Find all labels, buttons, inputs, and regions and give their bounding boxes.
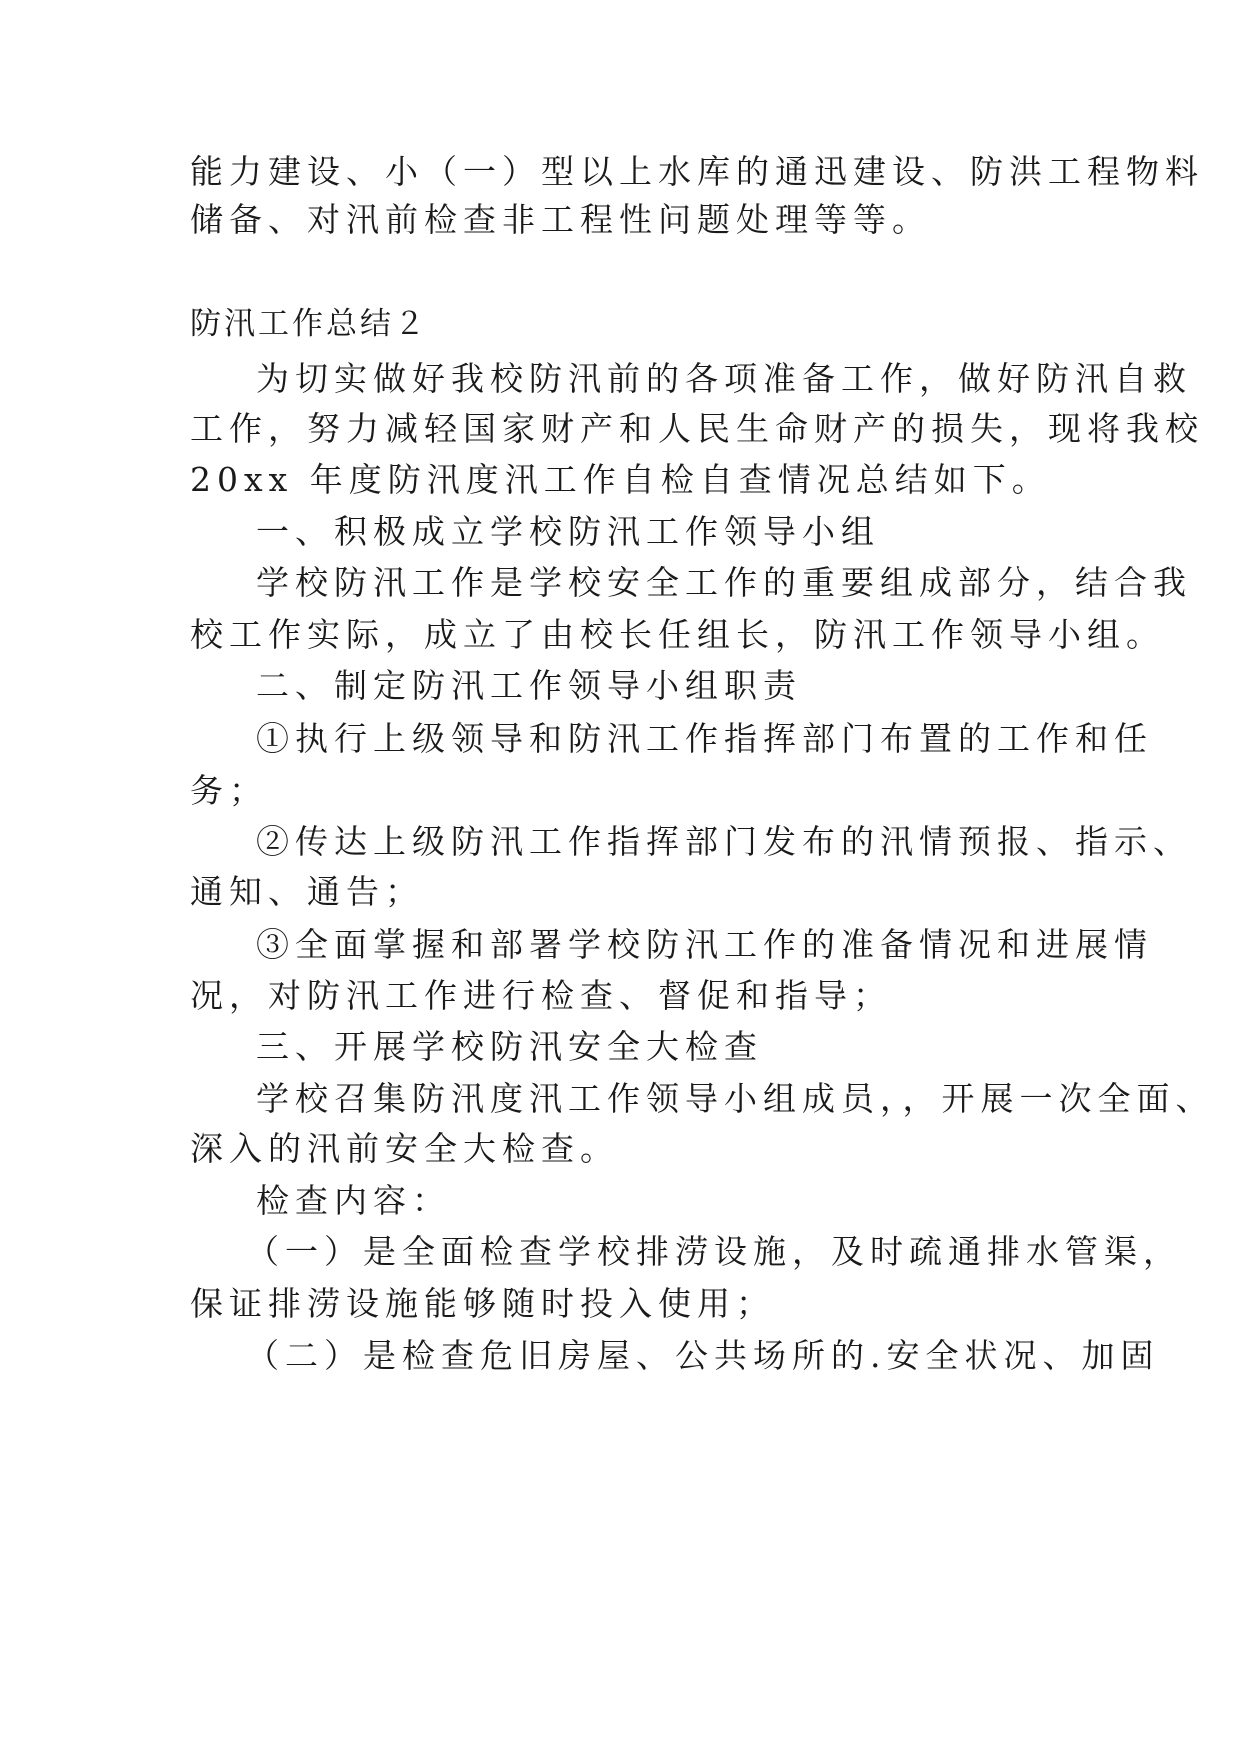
paragraph-line: 深入的汛前安全大检查。 xyxy=(190,1129,619,1168)
inspection-item-1-cont: 保证排涝设施能够随时投入使用； xyxy=(190,1284,775,1323)
section-title: 防汛工作总结２ xyxy=(190,306,428,342)
text-line: 能力建设、小（一）型以上水库的通迅建设、防洪工程物料 xyxy=(190,152,1204,191)
subheading-1: 一、积极成立学校防汛工作领导小组 xyxy=(256,512,880,551)
inspection-item-2: （二）是检查危旧房屋、公共场所的.安全状况、加固 xyxy=(246,1336,1160,1375)
subheading-3: 三、开展学校防汛安全大检查 xyxy=(256,1027,763,1066)
subheading-2: 二、制定防汛工作领导小组职责 xyxy=(256,666,802,705)
text-line: 储备、对汛前检查非工程性问题处理等等。 xyxy=(190,200,931,239)
inspection-item-1: （一）是全面检查学校排涝设施，及时疏通排水管渠， xyxy=(246,1232,1182,1271)
paragraph-line: 学校召集防汛度汛工作领导小组成员，，开展一次全面、 xyxy=(256,1079,1215,1118)
paragraph-line: 为切实做好我校防汛前的各项准备工作，做好防汛自救 xyxy=(256,359,1192,398)
list-item-2: ②传达上级防汛工作指挥部门发布的汛情预报、指示、 xyxy=(256,822,1192,861)
list-item-2-cont: 通知、通告； xyxy=(190,872,424,911)
list-item-3-cont: 况，对防汛工作进行检查、督促和指导； xyxy=(190,976,892,1015)
list-item-1: ①执行上级领导和防汛工作指挥部门布置的工作和任 xyxy=(256,719,1153,758)
paragraph-line: 校工作实际，成立了由校长任组长，防汛工作领导小组。 xyxy=(190,615,1165,654)
list-item-1-cont: 务； xyxy=(190,771,268,810)
inspection-label: 检查内容： xyxy=(256,1181,451,1220)
paragraph-line: 20xx 年度防汛度汛工作自检自查情况总结如下。 xyxy=(190,460,1051,499)
paragraph-line: 学校防汛工作是学校安全工作的重要组成部分，结合我 xyxy=(256,563,1192,602)
list-item-3: ③全面掌握和部署学校防汛工作的准备情况和进展情 xyxy=(256,925,1153,964)
paragraph-line: 工作，努力减轻国家财产和人民生命财产的损失，现将我校 xyxy=(190,409,1204,448)
